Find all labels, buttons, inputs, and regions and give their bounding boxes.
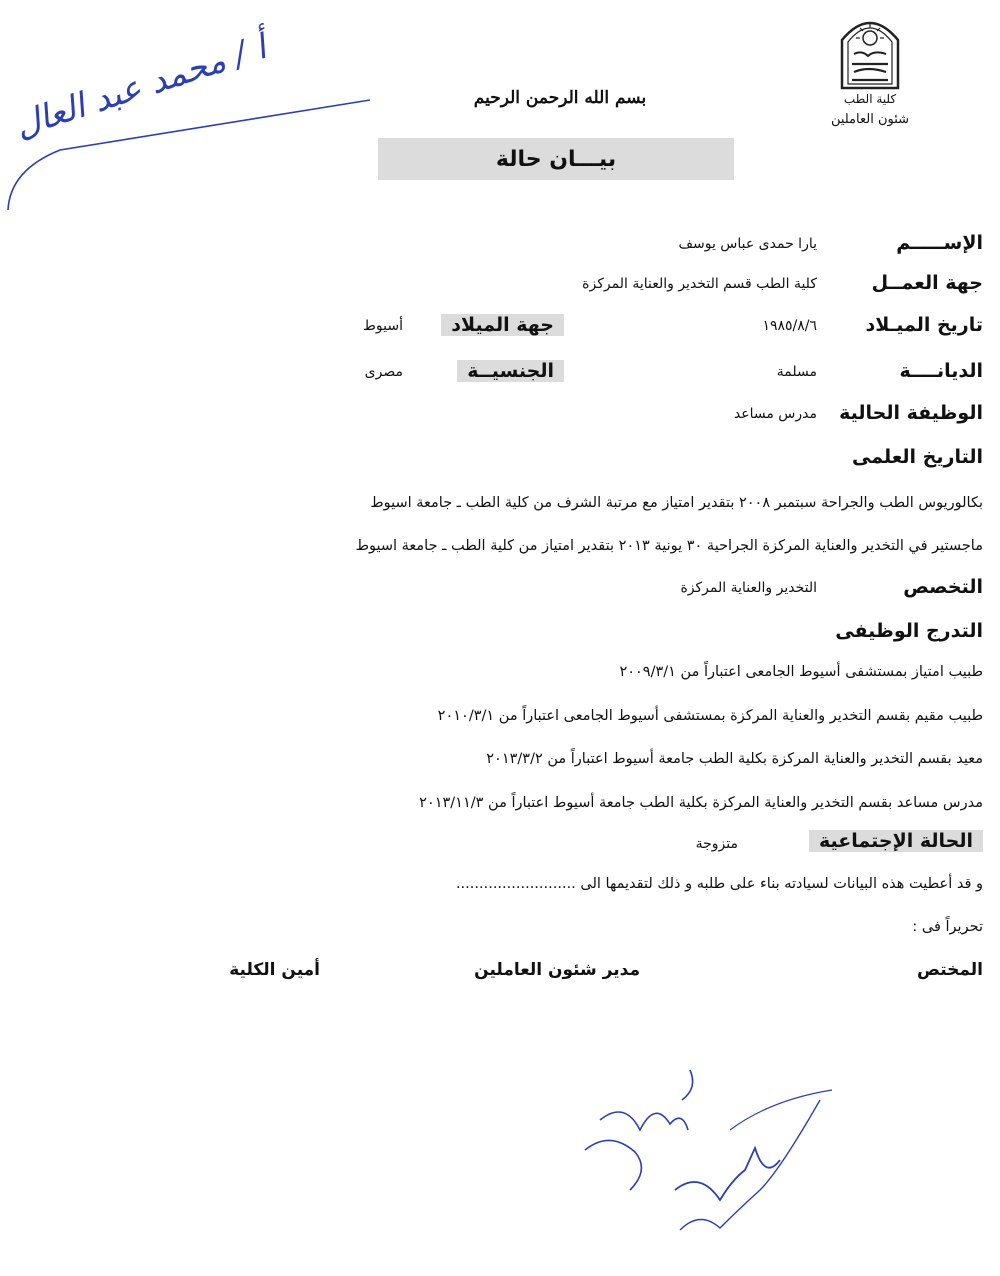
career-heading: التدرج الوظيفى (835, 620, 983, 642)
handwritten-signature (570, 1060, 840, 1240)
birthplace-label: جهة الميلاد (441, 314, 564, 336)
signature-hr-director: مدير شئون العاملين (474, 960, 640, 980)
career-line-4: مدرس مساعد بقسم التخدير والعناية المركزة بكلية الطب جامعة أسيوط اعتباراً من ٢٠١٣/١١/٣ (419, 795, 983, 811)
religion-label: الديانــــة (899, 360, 983, 382)
signature-responsible: المختص (917, 960, 983, 980)
written-at: تحريراً فى : (912, 919, 983, 935)
dob-label: تاريخ الميـلاد (865, 314, 983, 336)
signature-faculty-secretary: أمين الكلية (229, 960, 320, 980)
document-title (378, 138, 734, 180)
work-label: جهة العمــل (871, 272, 983, 294)
marital-value: متزوجة (695, 836, 738, 852)
statement-text: و قد أعطيت هذه البيانات لسيادته بناء على طلبه و ذلك لتقديمها الى .......................... (455, 876, 983, 892)
birthplace-value: أسيوط (362, 318, 403, 334)
career-line-1: طبيب امتياز بمستشفى أسيوط الجامعى اعتباراً من ٢٠٠٩/٣/١ (619, 664, 983, 680)
nationality-value: مصرى (364, 364, 403, 380)
bismillah: بسم الله الرحمن الرحيم (473, 88, 647, 108)
name-label: الإســـــم (896, 232, 983, 254)
academic-line-1: بكالوريوس الطب والجراحة سبتمبر ٢٠٠٨ بتقدير امتياز مع مرتبة الشرف من كلية الطب ـ جامعة اسيوط (370, 495, 983, 511)
org-name-line2: شئون العاملين (830, 112, 910, 127)
handwritten-underline (0, 90, 380, 220)
org-name-line1: كلية الطب (843, 92, 897, 106)
career-line-2: طبيب مقيم بقسم التخدير والعناية المركزة بمستشفى أسيوط الجامعى اعتباراً من ٢٠١٠/٣/١ (437, 708, 983, 724)
document-title-text: بيـــان حالة (495, 146, 617, 172)
academic-heading: التاريخ العلمى (851, 446, 983, 468)
name-value: يارا حمدى عباس يوسف (678, 236, 817, 252)
work-value: كلية الطب قسم التخدير والعناية المركزة (582, 276, 817, 292)
academic-line-2: ماجستير في التخدير والعناية المركزة الجراحية ٣٠ يونية ٢٠١٣ بتقدير امتياز من كلية الطب ـ جامعة اسيوط (355, 538, 983, 554)
university-logo (838, 10, 902, 90)
job-value: مدرس مساعد (733, 406, 817, 422)
specialty-label: التخصص (903, 576, 983, 598)
religion-value: مسلمة (776, 364, 817, 380)
specialty-value: التخدير والعناية المركزة (680, 580, 817, 596)
dob-value: ١٩٨٥/٨/٦ (762, 318, 817, 334)
nationality-label: الجنسيــة (457, 360, 564, 382)
marital-label: الحالة الإجتماعية (809, 830, 983, 852)
job-label: الوظيفة الحالية (839, 402, 983, 424)
career-line-3: معيد بقسم التخدير والعناية المركزة بكلية الطب جامعة أسيوط اعتباراً من ٢٠١٣/٣/٢ (486, 751, 983, 767)
handwritten-note: أ / محمد عبد العال (10, 27, 272, 147)
